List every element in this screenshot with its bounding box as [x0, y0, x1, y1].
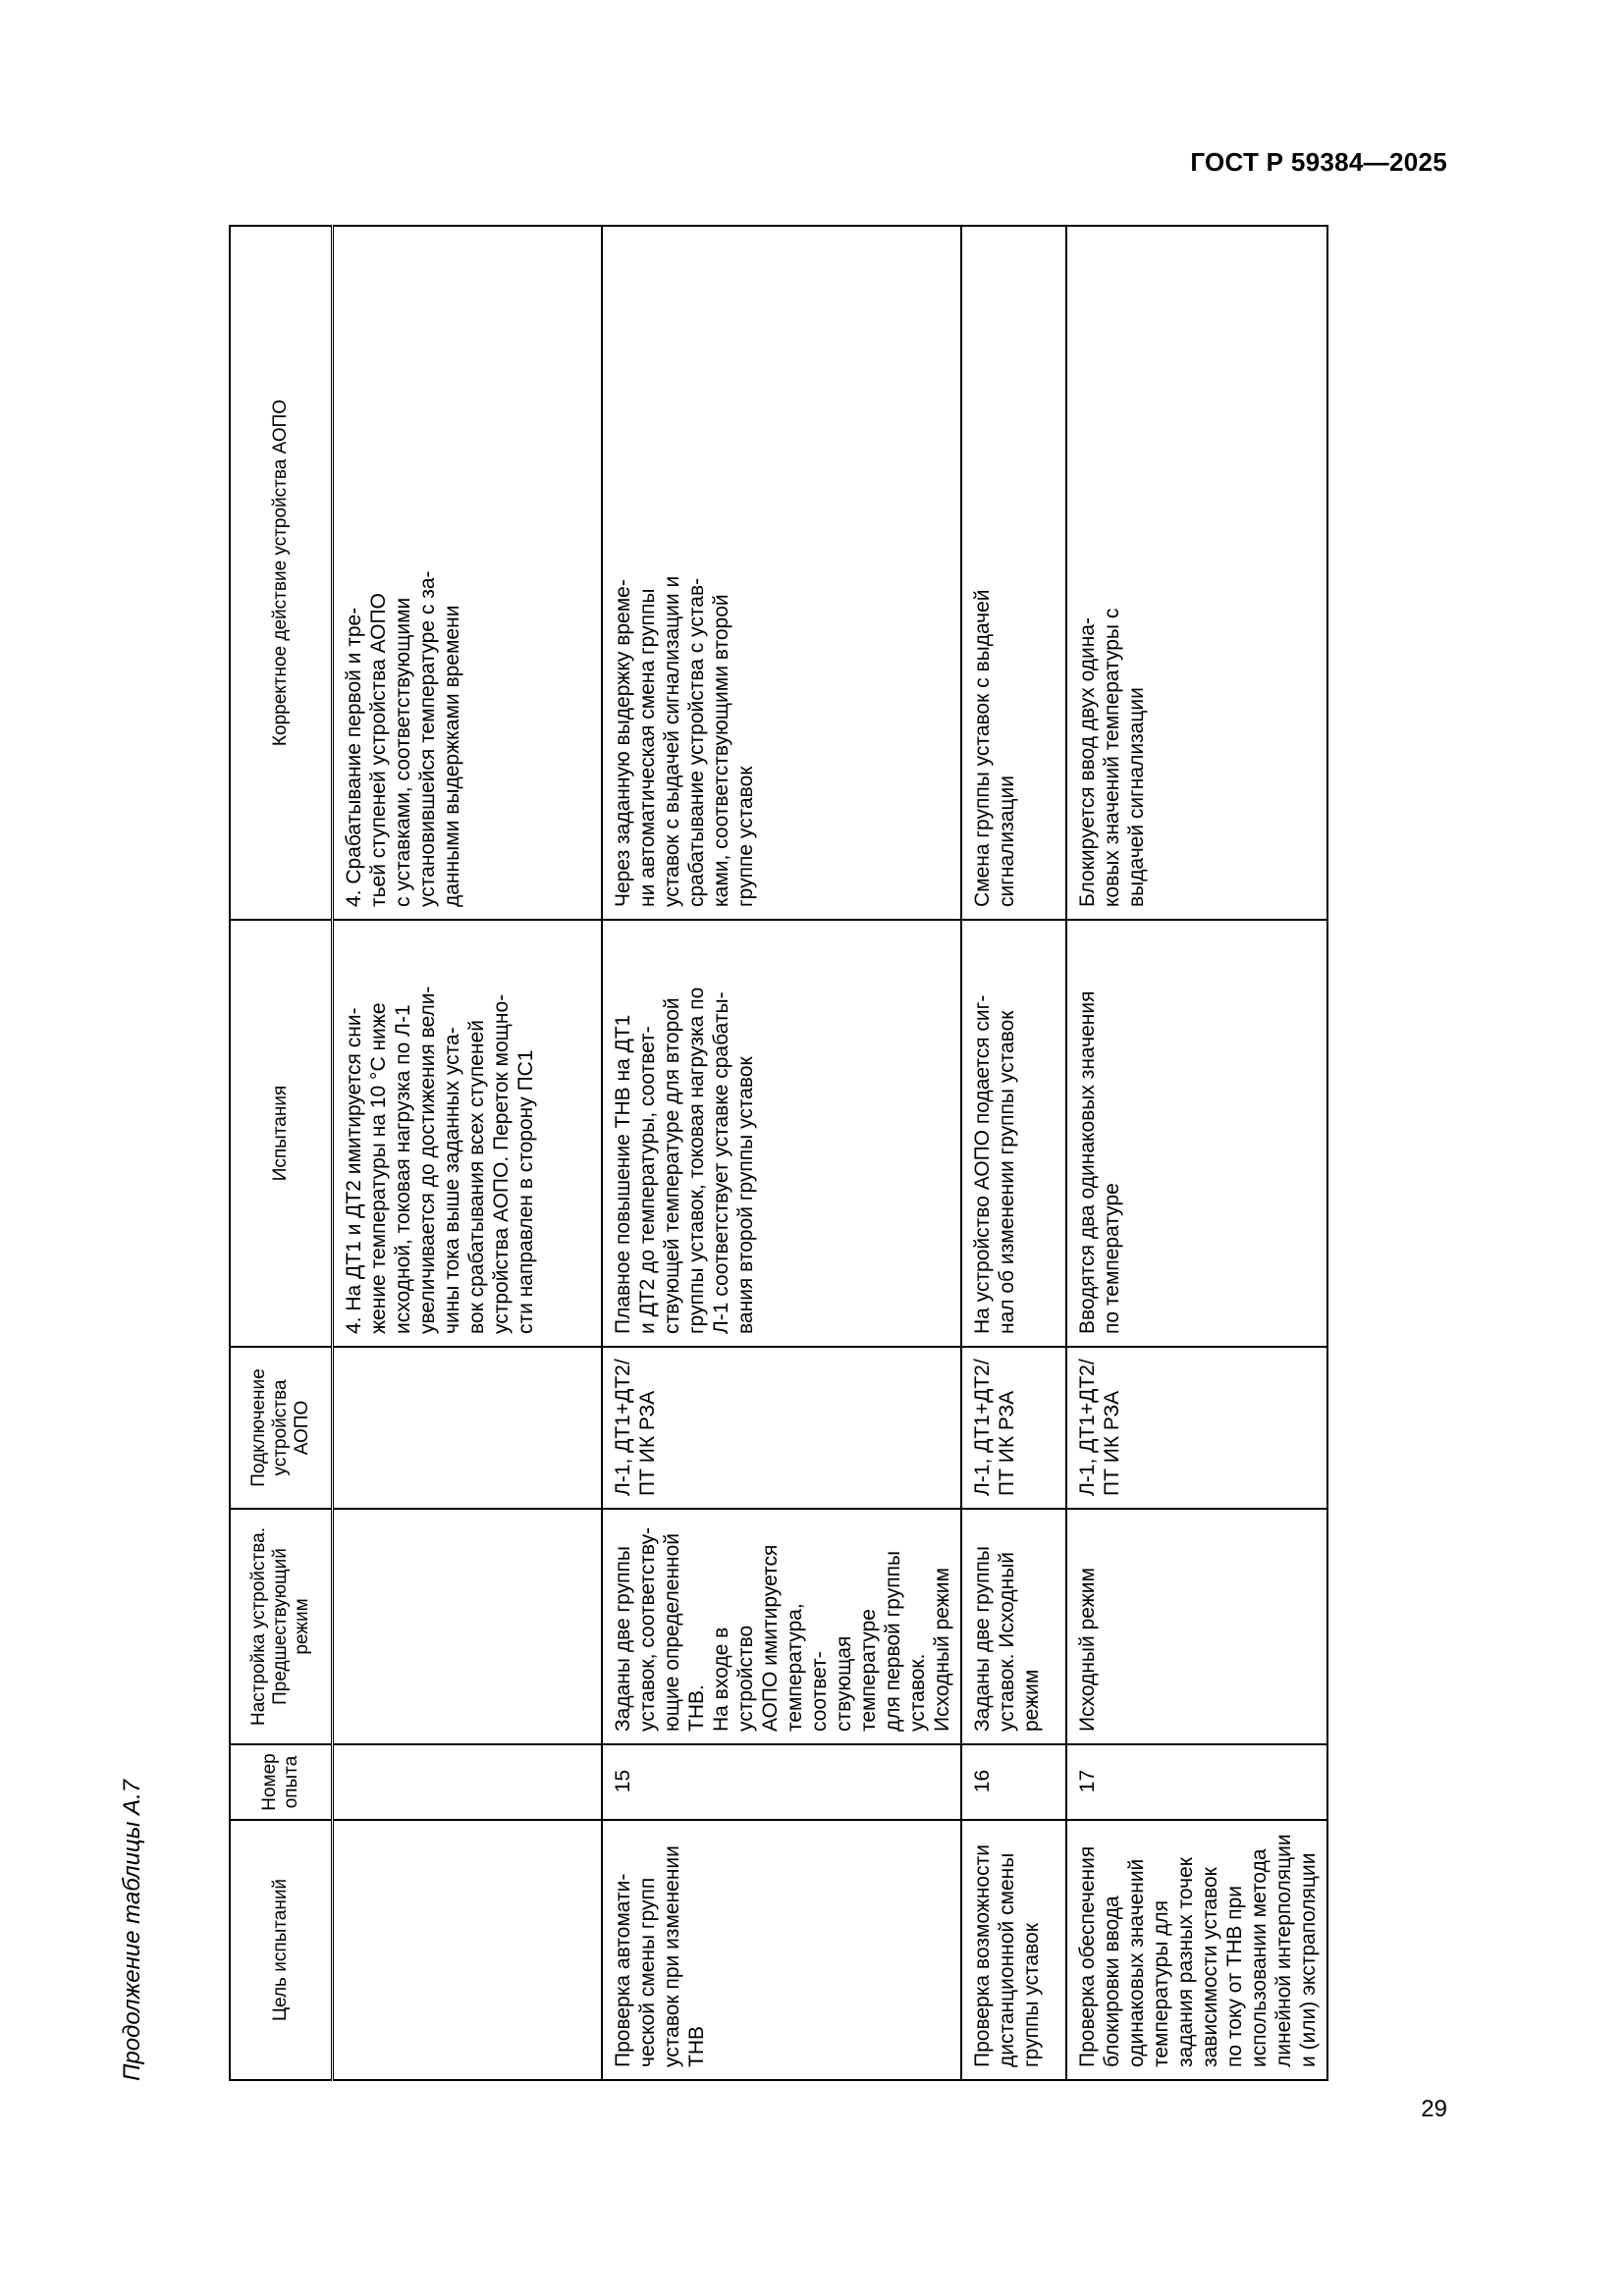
cell-number: 15 — [602, 1744, 961, 1820]
cell-setup: Заданы две группы уставок. Исходный режим — [961, 1509, 1066, 1744]
cell-goal: Проверка обеспечения блокировки ввода одинаковых значений температуры для задания разных точек зависимости уставок по току от ТНВ при использовании метода линейной интерполяции и (или) экстраполяции — [1066, 1820, 1327, 2080]
table-row — [332, 226, 602, 2080]
header-number: Номер опыта — [230, 1744, 332, 1820]
cell-number — [332, 1744, 602, 1820]
table-caption: Продолжение таблицы А.7 — [119, 1779, 145, 2081]
header-connection: Подключение устройства АОПО — [230, 1347, 332, 1509]
cell-connection: Л-1, ДТ1+ДТ2/ ПТ ИК РЗА — [1066, 1347, 1327, 1509]
cell-test: Вводятся два одинаковых значения по температуре — [1066, 920, 1327, 1347]
test-table — [229, 225, 1328, 2081]
cell-setup — [332, 1509, 602, 1744]
page-number: 29 — [1421, 2096, 1447, 2122]
rotated-table-block — [108, 226, 1320, 2081]
header-test: Испытания — [230, 920, 332, 1347]
document-code: ГОСТ Р 59384—2025 — [1190, 147, 1447, 177]
cell-action: Через заданную выдержку време- ни автоматическая смена группы уставок с выдачей сигнализации и срабатывание устройства с устав- ками, соответствующими второй группе уставок — [602, 226, 961, 920]
cell-connection — [332, 1347, 602, 1509]
table-header-row — [230, 226, 332, 2080]
cell-test: На устройство АОПО подается сиг- нал об изменении группы уставок — [961, 920, 1066, 1347]
cell-action: 4. Срабатывание первой и тре- тьей ступеней устройства АОПО с уставками, соответствующими установившейся температуре с за- данными выдержками времени — [332, 226, 602, 920]
header-goal: Цель испытаний — [230, 1820, 332, 2080]
cell-number: 16 — [961, 1744, 1066, 1820]
header-action: Корректное действие устройства АОПО — [230, 226, 332, 920]
cell-setup: Заданы две группы уставок, соответству- ющие определенной ТНВ. На входе в устройство АОПО имитируется температура, соответ- ствующая температуре для первой группы уставок. Исходный режим — [602, 1509, 961, 1744]
cell-number: 17 — [1066, 1744, 1327, 1820]
cell-goal: Проверка возможности дистанционной смены группы уставок — [961, 1820, 1066, 2080]
table-row — [961, 226, 1066, 2080]
table-row — [602, 226, 961, 2080]
cell-goal: Проверка автомати- ческой смены групп уставок при изменении ТНВ — [602, 1820, 961, 2080]
cell-test: 4. На ДТ1 и ДТ2 имитируется сни- жение температуры на 10 °С ниже исходной, токовая нагрузка по Л-1 увеличивается до достижения вели- чины тока выше заданных уста- вок срабатывания всех ступеней устройства АОПО. Переток мощно- сти направлен в сторону ПС1 — [332, 920, 602, 1347]
cell-setup: Исходный режим — [1066, 1509, 1327, 1744]
cell-test: Плавное повышение ТНВ на ДТ1 и ДТ2 до температуры, соответ- ствующей температуре для второй группы уставок, токовая нагрузка по Л-1 соответствует уставке срабаты- вания второй группы уставок — [602, 920, 961, 1347]
cell-action: Смена группы уставок с выдачей сигнализации — [961, 226, 1066, 920]
cell-connection: Л-1, ДТ1+ДТ2/ ПТ ИК РЗА — [961, 1347, 1066, 1509]
cell-action: Блокируется ввод двух одина- ковых значений температуры с выдачей сигнализации — [1066, 226, 1327, 920]
header-setup: Настройка устройства. Предшествующий режим — [230, 1509, 332, 1744]
cell-connection: Л-1, ДТ1+ДТ2/ ПТ ИК РЗА — [602, 1347, 961, 1509]
cell-goal — [332, 1820, 602, 2080]
table-row — [1066, 226, 1327, 2080]
